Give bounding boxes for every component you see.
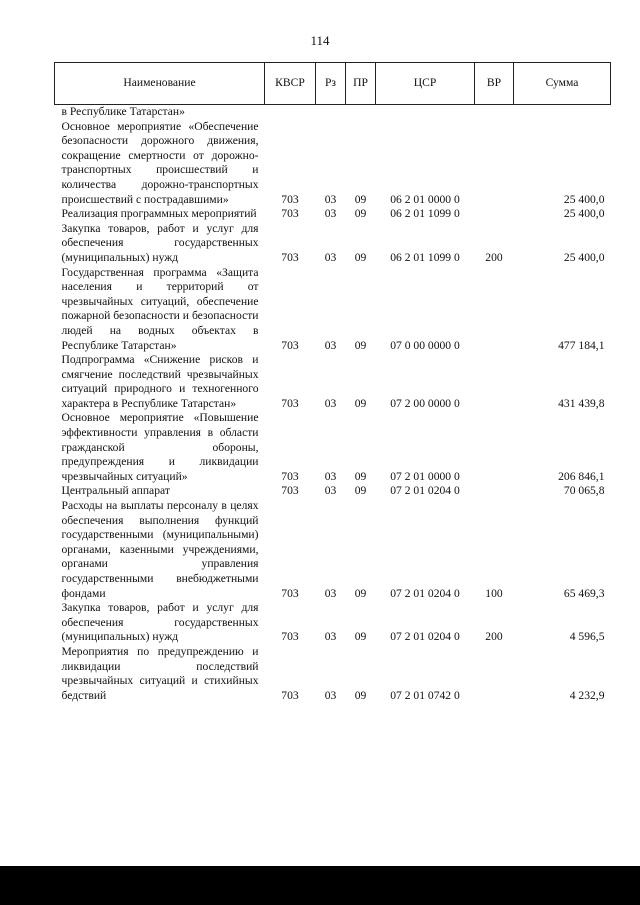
header-kvsr: КВСР [265, 63, 316, 105]
row-kvsr: 703 [281, 484, 299, 498]
row-name: Мероприятия по предупреждению и ликвидации последствий чрезвычайных ситуаций и стихийных бедствий [61, 644, 259, 702]
row-sum: 477 184,1 [558, 338, 605, 352]
row-pr: 09 [354, 688, 367, 702]
row-sum: 25 400,0 [563, 207, 605, 221]
row-rz: 03 [324, 484, 337, 498]
row-kvsr: 703 [281, 250, 299, 264]
row-pr: 09 [354, 250, 367, 264]
row-rz: 03 [324, 338, 337, 352]
row-rz: 03 [324, 688, 337, 702]
header-rz: Рз [316, 63, 346, 105]
header-sum: Сумма [514, 63, 611, 105]
row-csr: 07 2 01 0000 0 [390, 469, 460, 483]
row-kvsr: 703 [281, 469, 299, 483]
row-name: Закупка товаров, работ и услуг для обеспечения государственных (муниципальных) нужд [61, 221, 259, 264]
table-row [55, 120, 611, 208]
row-csr: 07 2 01 0204 0 [390, 484, 460, 498]
table-row [55, 499, 611, 601]
row-pr: 09 [354, 207, 367, 221]
row-csr: 07 2 01 0742 0 [390, 688, 460, 702]
table-row [55, 353, 611, 411]
row-sum: 25 400,0 [563, 250, 605, 264]
row-kvsr: 703 [281, 688, 299, 702]
row-csr: 07 0 00 0000 0 [390, 338, 460, 352]
row-vr [475, 120, 514, 208]
table-row [55, 601, 611, 645]
row-sum: 4 596,5 [569, 630, 605, 644]
row-vr [475, 353, 514, 411]
row-vr [475, 207, 514, 222]
budget-table [54, 62, 611, 703]
table-row [55, 411, 611, 484]
row-csr: 07 2 00 0000 0 [390, 396, 460, 410]
row-name: Расходы на выплаты персоналу в целях обеспечения выполнения функций государственными (муниципальными) органами, казенными учреждениями, органами управления государственными внебюджетными фондами [61, 499, 259, 600]
row-csr: 07 2 01 0204 0 [390, 630, 460, 644]
row-sum: 70 065,8 [563, 484, 605, 498]
header-csr: ЦСР [376, 63, 475, 105]
table-header-row [55, 63, 611, 105]
row-rz: 03 [324, 192, 337, 206]
header-vr: ВР [475, 63, 514, 105]
row-sum: 206 846,1 [558, 469, 605, 483]
row-csr: 07 2 01 0204 0 [390, 586, 460, 600]
page-number: 114 [310, 33, 330, 48]
row-sum: 4 232,9 [569, 688, 605, 702]
row-name: Реализация программных мероприятий [61, 207, 257, 221]
row-name: Закупка товаров, работ и услуг для обеспечения государственных (муниципальных) нужд [61, 601, 259, 644]
continuation-text: в Республике Татарстан» [61, 105, 185, 118]
row-vr [475, 484, 514, 499]
row-kvsr: 703 [281, 207, 299, 221]
row-name: Центральный аппарат [61, 484, 170, 498]
row-sum: 431 439,8 [558, 396, 605, 410]
row-rz: 03 [324, 207, 337, 221]
row-pr: 09 [354, 338, 367, 352]
table-row [55, 222, 611, 266]
table-row [55, 266, 611, 354]
row-pr: 09 [354, 630, 367, 644]
row-rz: 03 [324, 250, 337, 264]
row-vr: 200 [485, 630, 503, 644]
row-vr [475, 645, 514, 703]
table-row [55, 484, 611, 499]
row-kvsr: 703 [281, 338, 299, 352]
header-name: Наименование [55, 63, 265, 105]
row-name: Основное мероприятие «Обеспечение безопасности дорожного движения, сокращение смертности от дорожно-транспортных происшествий и количества дорожно-транспортных происшествий с пострадавшими» [61, 119, 259, 206]
row-vr [475, 411, 514, 484]
row-rz: 03 [324, 469, 337, 483]
row-kvsr: 703 [281, 192, 299, 206]
row-kvsr: 703 [281, 630, 299, 644]
row-sum: 65 469,3 [563, 586, 605, 600]
row-pr: 09 [354, 484, 367, 498]
row-name: Подпрограмма «Снижение рисков и смягчение последствий чрезвычайных ситуаций природного и техногенного характера в Республике Татарстан» [61, 353, 259, 410]
scan-bottom-border [0, 866, 640, 905]
row-rz: 03 [324, 630, 337, 644]
row-name: Государственная программа «Защита населения и территорий от чрезвычайных ситуаций, обеспечение пожарной безопасности и безопасности людей на водных объектах в Республике Татарстан» [61, 265, 259, 352]
row-rz: 03 [324, 586, 337, 600]
row-pr: 09 [354, 469, 367, 483]
row-csr: 06 2 01 1099 0 [390, 250, 460, 264]
table-row [55, 207, 611, 222]
row-csr: 06 2 01 0000 0 [390, 192, 460, 206]
row-name: Основное мероприятие «Повышение эффективности управления в области гражданской обороны, предупреждения и ликвидации чрезвычайных ситуаций» [61, 411, 259, 483]
continuation-row [55, 105, 611, 120]
row-pr: 09 [354, 192, 367, 206]
header-pr: ПР [346, 63, 376, 105]
row-vr [475, 266, 514, 354]
row-rz: 03 [324, 396, 337, 410]
row-pr: 09 [354, 396, 367, 410]
row-sum: 25 400,0 [563, 192, 605, 206]
row-vr: 200 [485, 250, 503, 264]
row-kvsr: 703 [281, 586, 299, 600]
table-row [55, 645, 611, 703]
row-vr: 100 [485, 586, 503, 600]
row-pr: 09 [354, 586, 367, 600]
row-kvsr: 703 [281, 396, 299, 410]
row-csr: 06 2 01 1099 0 [390, 207, 460, 221]
